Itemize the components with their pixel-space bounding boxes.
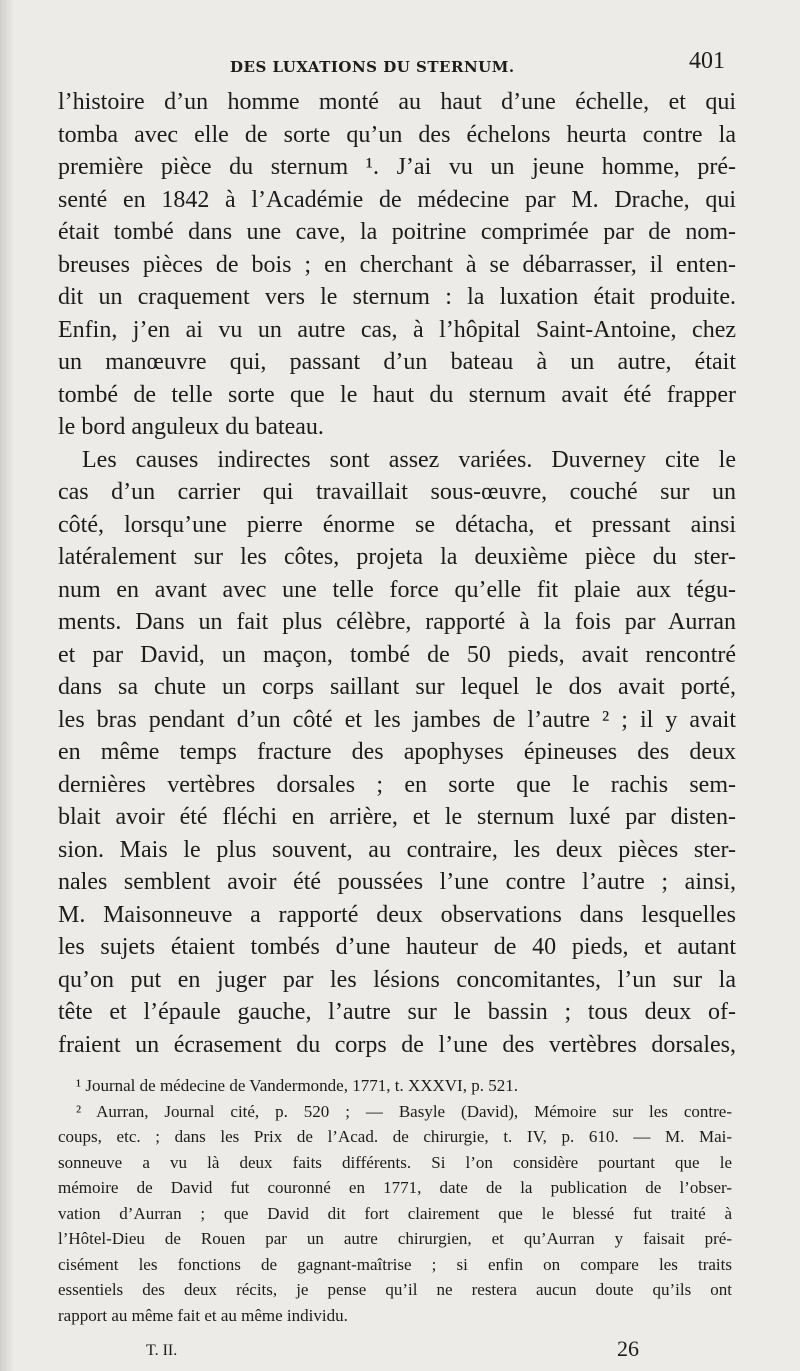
footnote-line: vation d’Aurran ; que David dit fort clairement que le blessé fut traité à [58,1203,732,1223]
main-text [58,86,736,1061]
footnote-line: coups, etc. ; dans les Prix de l’Acad. de chirurgie, t. IV, p. 610. — M. Mai- [58,1127,732,1146]
text-line: les bras pendant d’un côté et les jambes de l’autre ² ; il y avait [58,706,736,733]
text-line: tombé de telle sorte que le haut du sternum avait été frapper [58,381,736,408]
text-line: breuses pièces de bois ; en cherchant à se débarrasser, il enten- [58,251,736,278]
running-title: DES LUXATIONS DU STERNUM. [230,58,515,76]
text-line: dit un craquement vers le sternum : la luxation était produite. [58,284,736,310]
text-line: ments. Dans un fait plus célèbre, rapporté à la fois par Aurran [58,609,736,635]
text-line: en même temps fracture des apophyses épineuses des deux [58,739,736,765]
text-line: et par David, un maçon, tombé de 50 pieds, avait rencontré [58,641,736,668]
page-number: 401 [689,48,725,74]
text-line: était tombé dans une cave, la poitrine comprimée par de nom- [58,219,736,245]
text-line: qu’on put en juger par les lésions concomitantes, l’un sur la [58,966,736,993]
text-line: les sujets étaient tombés d’une hauteur de 40 pieds, et autant [58,934,736,960]
text-line: côté, lorsqu’une pierre énorme se détacha, et pressant ainsi [58,511,736,538]
text-line: fraient un écrasement du corps de l’une des vertèbres dorsales, [58,1031,736,1058]
text-line: sion. Mais le plus souvent, au contraire, les deux pièces ster- [58,836,736,863]
volume-signature: T. II. [146,1342,178,1359]
text-line: senté en 1842 à l’Académie de médecine par M. Drache, qui [58,186,736,213]
footnote-line: sonneuve a vu là deux faits différents. Si l’on considère pourtant que le [58,1152,732,1172]
text-line: num en avant avec une telle force qu’elle fit plaie aux tégu- [58,576,736,603]
page-header [0,44,800,84]
page-gutter-shadow [0,0,14,1371]
text-line: dans sa chute un corps saillant sur lequel le dos avait porté, [58,674,736,700]
footnote-line: ¹ Journal de médecine de Vandermonde, 1771, t. XXXVI, p. 521. [76,1076,518,1095]
text-line: première pièce du sternum ¹. J’ai vu un jeune homme, pré- [58,154,736,180]
text-line: M. Maisonneuve a rapporté deux observations dans lesquelles [58,901,736,928]
text-line: latéralement sur les côtes, projeta la deuxième pièce du ster- [58,544,736,570]
footnote-line: l’Hôtel-Dieu de Rouen par un autre chirurgien, et qu’Aurran y faisait pré- [58,1229,732,1248]
text-line: un manœuvre qui, passant d’un bateau à un autre, était [58,349,736,375]
footnote-line: essentiels des deux récits, je pense qu’il ne restera aucun doute qu’ils ont [58,1280,732,1299]
text-line: Les causes indirectes sont assez variées. Duverney cite le [82,446,736,473]
text-line: dernières vertèbres dorsales ; en sorte que le rachis sem- [58,771,736,798]
text-line: cas d’un carrier qui travaillait sous-œuvre, couché sur un [58,479,736,505]
text-line: blait avoir été fléchi en arrière, et le sternum luxé par disten- [58,804,736,830]
footnote-line: ² Aurran, Journal cité, p. 520 ; — Basyle (David), Mémoire sur les contre- [76,1101,732,1121]
page-footer [0,1336,800,1366]
text-line: nales semblent avoir été poussées l’une contre l’autre ; ainsi, [58,869,736,895]
footnote-line: mémoire de David fut couronné en 1771, date de la publication de l’obser- [58,1178,732,1197]
text-line: Enfin, j’en ai vu un autre cas, à l’hôpital Saint-Antoine, chez [58,316,736,343]
text-line: l’histoire d’un homme monté au haut d’une échelle, et qui [58,89,736,115]
text-line: tête et l’épaule gauche, l’autre sur le bassin ; tous deux of- [58,999,736,1025]
text-line: tomba avec elle de sorte qu’un des échelons heurta contre la [58,121,736,148]
footnotes [58,1073,732,1328]
text-line: le bord anguleux du bateau. [58,414,324,440]
footnote-line: rapport au même fait et au même individu. [58,1305,348,1325]
footnote-line: cisément les fonctions de gagnant-maîtrise ; si enfin on compare les traits [58,1254,732,1274]
gathering-signature: 26 [617,1336,639,1361]
